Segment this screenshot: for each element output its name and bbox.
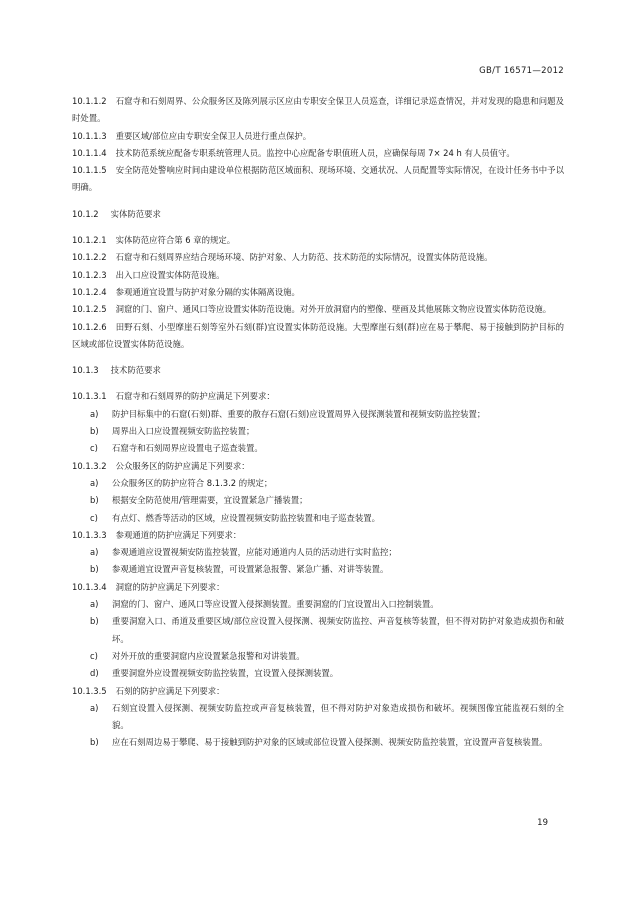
clause-10-1-2-3 <box>72 267 564 284</box>
clause-10-1-2-5 <box>72 301 564 318</box>
clause-text: 实体防范应符合第 6 章的规定。 <box>115 235 236 246</box>
list-item <box>90 561 564 578</box>
clause-number: 10.1.2.4 <box>72 286 107 297</box>
clause-10-1-2-1 <box>72 232 564 249</box>
clause-10-1-3-4 <box>72 579 564 596</box>
clause-number: 10.1.2.2 <box>72 252 107 263</box>
section-number: 10.1.2 <box>72 208 99 219</box>
list-item <box>90 596 564 613</box>
list-marker: a) <box>90 477 99 488</box>
list-marker: c) <box>90 443 98 454</box>
clause-10-1-2-6 <box>72 319 564 354</box>
list-item-text: 对外开放的重要洞窟内应设置紧急报警和对讲装置。 <box>112 650 305 661</box>
list-item <box>90 492 564 509</box>
list-item-text: 参观通道应设置视频安防监控装置，应能对通道内人员的活动进行实时监控； <box>112 547 397 558</box>
clause-10-1-3-3 <box>72 527 564 544</box>
clause-number: 10.1.1.2 <box>72 96 107 106</box>
list-10-1-3-5 <box>90 700 564 752</box>
list-marker: b) <box>90 616 99 627</box>
list-item <box>90 440 564 457</box>
list-item-text: 应在石刻周边易于攀爬、易于接触到防护对象的区域或部位设置入侵探测、视频安防监控装置，宜设置声音复核装置。 <box>112 737 548 748</box>
list-item <box>90 665 564 682</box>
list-marker: b) <box>90 737 99 748</box>
clause-text: 参观通道宜设置与防护对象分隔的实体隔离设施。 <box>115 286 300 297</box>
list-marker: b) <box>90 426 99 437</box>
clause-10-1-1-4 <box>72 145 564 162</box>
list-item <box>90 648 564 665</box>
clause-10-1-1-5 <box>72 162 564 197</box>
list-item-text: 重要洞窟外应设置视频安防监控装置，宜设置入侵探测装置。 <box>112 668 339 679</box>
list-10-1-3-4 <box>90 596 564 682</box>
clause-10-1-2-2 <box>72 249 564 266</box>
clause-10-1-3-2 <box>72 458 564 475</box>
clause-number: 10.1.3.3 <box>72 529 107 540</box>
list-item <box>90 734 564 751</box>
clause-text: 洞窟的防护应满足下列要求： <box>115 581 225 592</box>
document-body <box>72 93 564 752</box>
clause-text: 技术防范系统应配备专职系统管理人员。监控中心应配备专职值班人员，应确保每周 7× 24 h 有人员值守。 <box>115 147 515 158</box>
clause-number: 10.1.3.5 <box>72 685 107 696</box>
list-item-text: 参观通道宜设置声音复核装置，可设置紧急报警、紧急广播、对讲等装置。 <box>112 564 389 575</box>
list-item-text: 石刻宜设置入侵探测、视频安防监控或声音复核装置，但不得对防护对象造成损伤和破坏。视频图像宜能监视石刻的全貌。 <box>112 702 564 731</box>
section-heading-10-1-2 <box>72 206 564 223</box>
list-item <box>90 406 564 423</box>
clause-text: 出入口应设置实体防范设施。 <box>115 269 225 280</box>
clause-number: 10.1.1.3 <box>72 130 107 141</box>
clause-number: 10.1.3.4 <box>72 581 107 592</box>
list-item-text: 重要洞窟入口、甬道及重要区域/部位应设置入侵探测、视频安防监控、声音复核等装置，但不得对防护对象造成损伤和破坏。 <box>112 616 564 644</box>
clause-number: 10.1.3.2 <box>72 460 107 471</box>
list-item <box>90 510 564 527</box>
list-item-text: 周界出入口应设置视频安防监控装置； <box>112 426 255 437</box>
clause-10-1-1-3 <box>72 128 564 145</box>
standard-code: GB/T 16571—2012 <box>479 66 564 76</box>
list-10-1-3-2 <box>90 475 564 527</box>
section-title: 技术防范要求 <box>110 365 161 376</box>
page-number: 19 <box>537 818 548 828</box>
clause-number: 10.1.2.5 <box>72 304 107 315</box>
list-marker: a) <box>90 702 99 713</box>
section-heading-10-1-3 <box>72 362 564 379</box>
list-item-text: 防护目标集中的石窟(石刻)群、重要的散存石窟(石刻)应设置周界入侵探测装置和视频安防监控装置； <box>112 408 486 419</box>
list-item-text: 根据安全防范使用/管理需要，宜设置紧急广播装置； <box>112 495 308 506</box>
clause-number: 10.1.1.5 <box>72 165 107 176</box>
clause-number: 10.1.2.6 <box>72 321 107 332</box>
clause-text: 参观通道的防护应满足下列要求： <box>115 529 242 540</box>
clause-10-1-1-2 <box>72 93 564 128</box>
list-marker: c) <box>90 650 98 661</box>
clause-number: 10.1.1.4 <box>72 147 107 158</box>
list-item-text: 公众服务区的防护应符合 8.1.3.2 的规定； <box>112 477 273 488</box>
list-item <box>90 613 564 648</box>
list-marker: a) <box>90 599 99 610</box>
list-item <box>90 544 564 561</box>
list-10-1-3-1 <box>90 406 564 458</box>
list-marker: b) <box>90 564 99 575</box>
clause-text: 重要区域/部位应由专职安全保卫人员进行重点保护。 <box>115 130 312 141</box>
list-marker: d) <box>90 668 99 679</box>
clause-number: 10.1.2.1 <box>72 235 107 246</box>
list-marker: c) <box>90 512 98 523</box>
list-marker: b) <box>90 495 99 506</box>
section-number: 10.1.3 <box>72 365 99 376</box>
list-item-text: 石窟寺和石刻周界应设置电子巡查装置。 <box>112 443 263 454</box>
list-10-1-3-3 <box>90 544 564 579</box>
section-title: 实体防范要求 <box>110 208 161 219</box>
clause-text: 石窟寺和石刻周界的防护应满足下列要求： <box>115 391 275 402</box>
list-marker: a) <box>90 408 99 419</box>
list-marker: a) <box>90 547 99 558</box>
list-item-text: 有点灯、燃香等活动的区域，应设置视频安防监控装置和电子巡查装置。 <box>112 512 380 523</box>
list-item <box>90 475 564 492</box>
clause-10-1-3-1 <box>72 388 564 405</box>
clause-text: 石窟寺和石刻周界应结合现场环境、防护对象、人力防范、技术防范的实际情况，设置实体防范设施。 <box>115 252 493 263</box>
clause-number: 10.1.2.3 <box>72 269 107 280</box>
clause-text: 石刻的防护应满足下列要求： <box>115 685 225 696</box>
clause-text: 洞窟的门、窗户、通风口等应设置实体防范设施。对外开放洞窟内的塑像、壁画及其他展陈文物应设置实体防范设施。 <box>115 304 552 315</box>
clause-text: 安全防范处警响应时间由建设单位根据防范区域面积、现场环境、交通状况、人员配置等实际情况，在设计任务书中予以明确。 <box>72 165 564 193</box>
clause-10-1-2-4 <box>72 284 564 301</box>
clause-number: 10.1.3.1 <box>72 391 107 402</box>
list-item <box>90 700 564 735</box>
list-item-text: 洞窟的门、窗户、通风口等应设置入侵探测装置。重要洞窟的门宜设置出入口控制装置。 <box>112 599 439 610</box>
list-item <box>90 423 564 440</box>
clause-text: 田野石刻、小型摩崖石刻等室外石刻(群)宜设置实体防范设施。大型摩崖石刻(群)应在易于攀爬、易于接触到防护目标的区域或部位设置实体防范设施。 <box>72 321 564 349</box>
clause-text: 石窟寺和石刻周界、公众服务区及陈列展示区应由专职安全保卫人员巡查，详细记录巡查情况，并对发现的隐患和问题及时处置。 <box>72 96 564 124</box>
clause-text: 公众服务区的防护应满足下列要求： <box>115 460 250 471</box>
clause-10-1-3-5 <box>72 683 564 700</box>
